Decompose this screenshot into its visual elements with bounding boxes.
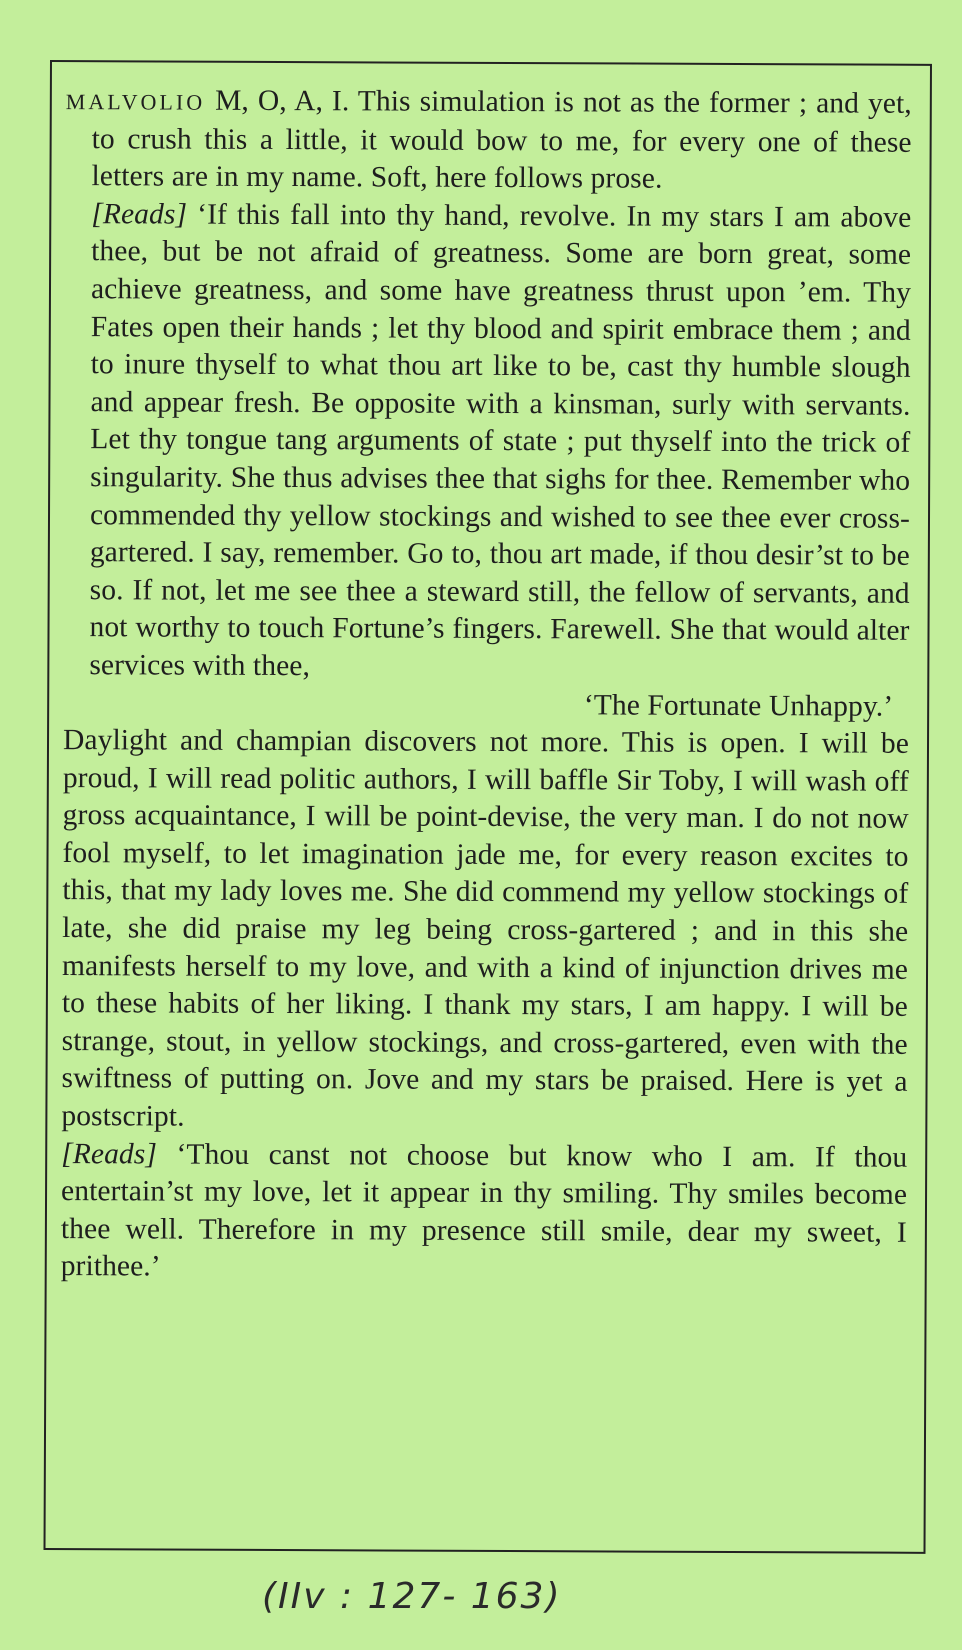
letter-text-2: ‘Thou canst not choose but know who I am. If thou entertain’st my love, let it appear in thy smiling. Thy smiles become thee well. Therefore in my presence still smile, dear my sweet, I prithee.’ — [60, 1138, 908, 1283]
stage-direction-1: [Reads] — [91, 197, 188, 231]
text-frame — [43, 60, 931, 1554]
letter-signature: ‘The Fortunate Unhappy.’ — [583, 688, 894, 723]
speech-text-1: M, O, A, I. This simulation is not as the former ; and yet, to crush this a little, it would bow to me, for every one of these letters are in my name. Soft, here follows prose. — [91, 84, 912, 195]
malvolio-speech-1 — [65, 82, 911, 199]
handwritten-citation: (IIv : 127- 163) — [262, 1576, 562, 1617]
letter-reading-2 — [61, 1136, 908, 1290]
speaker-name: MALVOLIO — [65, 89, 206, 115]
letter-reading-1 — [63, 196, 911, 688]
malvolio-speech-2: Daylight and champian discovers not more. This is open. I will be proud, I will read politic authors, I will baffle Sir Toby, I will wash off gross acquaintance, I will be point-devise, the very man. I do not now fool myself, to let imagination jade me, for every reason excites to this, that my lady loves me. She did commend my yellow stockings of late, she did praise my leg being cross-gartered ; and in this she manifests herself to my love, and with a kind of injunction drives me to these habits of her liking. I thank my stars, I am happy. I will be strange, stout, in yellow stockings, and cross-gartered, even with the swiftness of putting on. Jove and my stars be praised. Here is yet a postscript. — [61, 724, 910, 1133]
letter-text-1: ‘If this fall into thy hand, revolve. In my stars I am above thee, but be not afraid of greatness. Some are born great, some achieve greatness, and some have greatness thrust upon ’em. Thy Fates open their hands ; let thy blood and spirit embrace them ; and to inure thyself to what thou art like to be, cast thy humble slough and appear fresh. Be opposite with a kinsman, surly with servants. Let thy tongue tang arguments of state ; put thyself into the trick of singularity. She thus advises thee that sighs for thee. Remember who commended thy yellow stockings and wished to see thee ever cross-gartered. I say, remember. Go to, thou art made, if thou desir’st to be so. If not, let me see thee a steward still, the fellow of servants, and not worthy to touch Fortune’s fingers. Farewell. She that would alter services with thee, — [89, 198, 912, 683]
script-text — [61, 82, 912, 1290]
stage-direction-2: [Reads] — [61, 1137, 158, 1171]
